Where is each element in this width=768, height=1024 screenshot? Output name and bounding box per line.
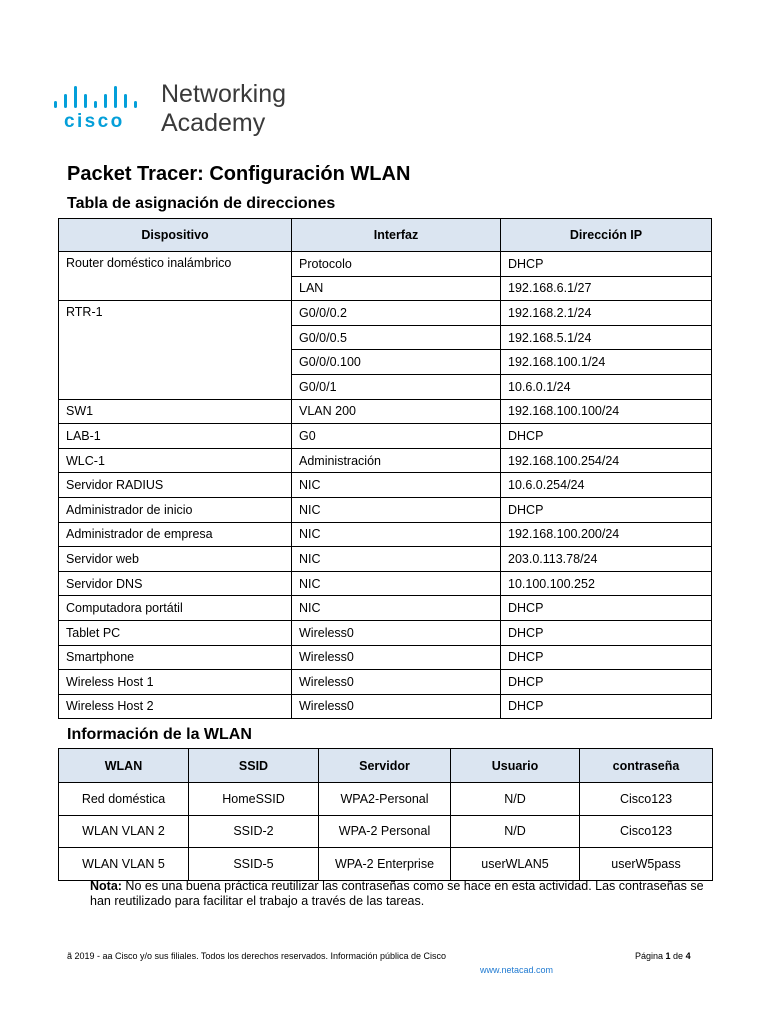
ip-cell: DHCP [501,694,712,719]
interface-cell: NIC [292,497,501,522]
interface-cell: NIC [292,547,501,572]
table-row [59,596,712,621]
table-row [59,301,712,326]
device-cell: RTR-1 [59,301,292,399]
wlan-table [58,748,713,881]
page-current: 1 [665,951,671,961]
header-interface: Interfaz [292,219,501,252]
device-cell: Wireless Host 2 [59,694,292,719]
interface-cell: NIC [292,522,501,547]
note [90,879,710,909]
ip-cell: DHCP [501,645,712,670]
addressing-header-row [59,219,712,252]
ip-cell: DHCP [501,424,712,449]
ip-cell: DHCP [501,620,712,645]
note-label: Nota: [90,879,122,893]
table-row [59,547,712,572]
interface-cell: NIC [292,571,501,596]
header-ssid: SSID [189,749,319,783]
ip-cell: 203.0.113.78/24 [501,547,712,572]
interface-cell: NIC [292,596,501,621]
interface-cell: G0/0/1 [292,374,501,399]
table-row [59,620,712,645]
ip-cell: 192.168.100.200/24 [501,522,712,547]
server-cell: WPA-2 Enterprise [319,848,451,881]
table-row [59,473,712,498]
ip-cell: 10.100.100.252 [501,571,712,596]
table-row [59,448,712,473]
wlan-cell: Red doméstica [59,783,189,816]
ip-cell: 192.168.100.100/24 [501,399,712,424]
device-cell: Smartphone [59,645,292,670]
footer-page-number [635,951,691,961]
page-total: 4 [685,951,691,961]
table-row [59,522,712,547]
interface-cell: Wireless0 [292,670,501,695]
interface-cell: Wireless0 [292,620,501,645]
ip-cell: DHCP [501,670,712,695]
password-cell: userW5pass [580,848,713,881]
table-row [59,399,712,424]
device-cell: Servidor web [59,547,292,572]
page-mid: de [670,951,686,961]
interface-cell: VLAN 200 [292,399,501,424]
cisco-wordmark: cisco [64,111,125,132]
header-ip: Dirección IP [501,219,712,252]
ip-cell: DHCP [501,252,712,277]
logo-networking: Networking [161,80,287,108]
table-row [59,497,712,522]
interface-cell: Wireless0 [292,694,501,719]
table-row [59,571,712,596]
user-cell: userWLAN5 [451,848,580,881]
ip-cell: 192.168.100.1/24 [501,350,712,375]
ip-cell: 192.168.5.1/24 [501,325,712,350]
footer-copyright: ã 2019 - aa Cisco y/o sus filiales. Todos los derechos reservados. Información pública de Cisco [67,951,447,961]
header-user: Usuario [451,749,580,783]
ip-cell: 10.6.0.1/24 [501,374,712,399]
ip-cell: 10.6.0.254/24 [501,473,712,498]
ip-cell: 192.168.6.1/27 [501,276,712,301]
header-device: Dispositivo [59,219,292,252]
wlan-cell: WLAN VLAN 2 [59,815,189,848]
interface-cell: LAN [292,276,501,301]
interface-cell: Wireless0 [292,645,501,670]
interface-cell: G0/0/0.5 [292,325,501,350]
interface-cell: Administración [292,448,501,473]
header-password: contraseña [580,749,713,783]
server-cell: WPA2-Personal [319,783,451,816]
interface-cell: G0/0/0.2 [292,301,501,326]
page-prefix: Página [635,951,666,961]
logo-academy: Academy [161,109,266,137]
device-cell: WLC-1 [59,448,292,473]
ssid-cell: SSID-2 [189,815,319,848]
table-row [59,694,712,719]
header-wlan: WLAN [59,749,189,783]
device-cell: Servidor RADIUS [59,473,292,498]
password-cell: Cisco123 [580,783,713,816]
ip-cell: 192.168.100.254/24 [501,448,712,473]
interface-cell: Protocolo [292,252,501,277]
table-row [59,670,712,695]
addressing-heading: Tabla de asignación de direcciones [67,195,336,212]
device-cell: Tablet PC [59,620,292,645]
header-server: Servidor [319,749,451,783]
interface-cell: G0/0/0.100 [292,350,501,375]
addressing-table [58,218,712,719]
device-cell: LAB-1 [59,424,292,449]
wlan-cell: WLAN VLAN 5 [59,848,189,881]
wlan-heading: Información de la WLAN [67,726,252,743]
page-title: Packet Tracer: Configuración WLAN [67,163,411,185]
table-row [59,783,713,816]
user-cell: N/D [451,815,580,848]
cisco-bars-icon [54,84,150,108]
interface-cell: NIC [292,473,501,498]
ip-cell: DHCP [501,497,712,522]
wlan-header-row [59,749,713,783]
device-cell: Administrador de inicio [59,497,292,522]
server-cell: WPA-2 Personal [319,815,451,848]
cisco-networking-academy-logo [54,80,314,140]
table-row [59,645,712,670]
footer-url-link[interactable]: www.netacad.com [480,965,554,975]
table-row [59,252,712,277]
device-cell: Router doméstico inalámbrico [59,252,292,301]
device-cell: Servidor DNS [59,571,292,596]
device-cell: Wireless Host 1 [59,670,292,695]
note-text: No es una buena práctica reutilizar las contraseñas como se hace en esta actividad. Las contraseñas se han reutilizado para facilitar el trabajo a través de las tareas. [90,879,704,908]
table-row [59,848,713,881]
table-row [59,424,712,449]
password-cell: Cisco123 [580,815,713,848]
interface-cell: G0 [292,424,501,449]
ip-cell: 192.168.2.1/24 [501,301,712,326]
ssid-cell: SSID-5 [189,848,319,881]
device-cell: SW1 [59,399,292,424]
device-cell: Administrador de empresa [59,522,292,547]
device-cell: Computadora portátil [59,596,292,621]
user-cell: N/D [451,783,580,816]
ssid-cell: HomeSSID [189,783,319,816]
ip-cell: DHCP [501,596,712,621]
table-row [59,815,713,848]
